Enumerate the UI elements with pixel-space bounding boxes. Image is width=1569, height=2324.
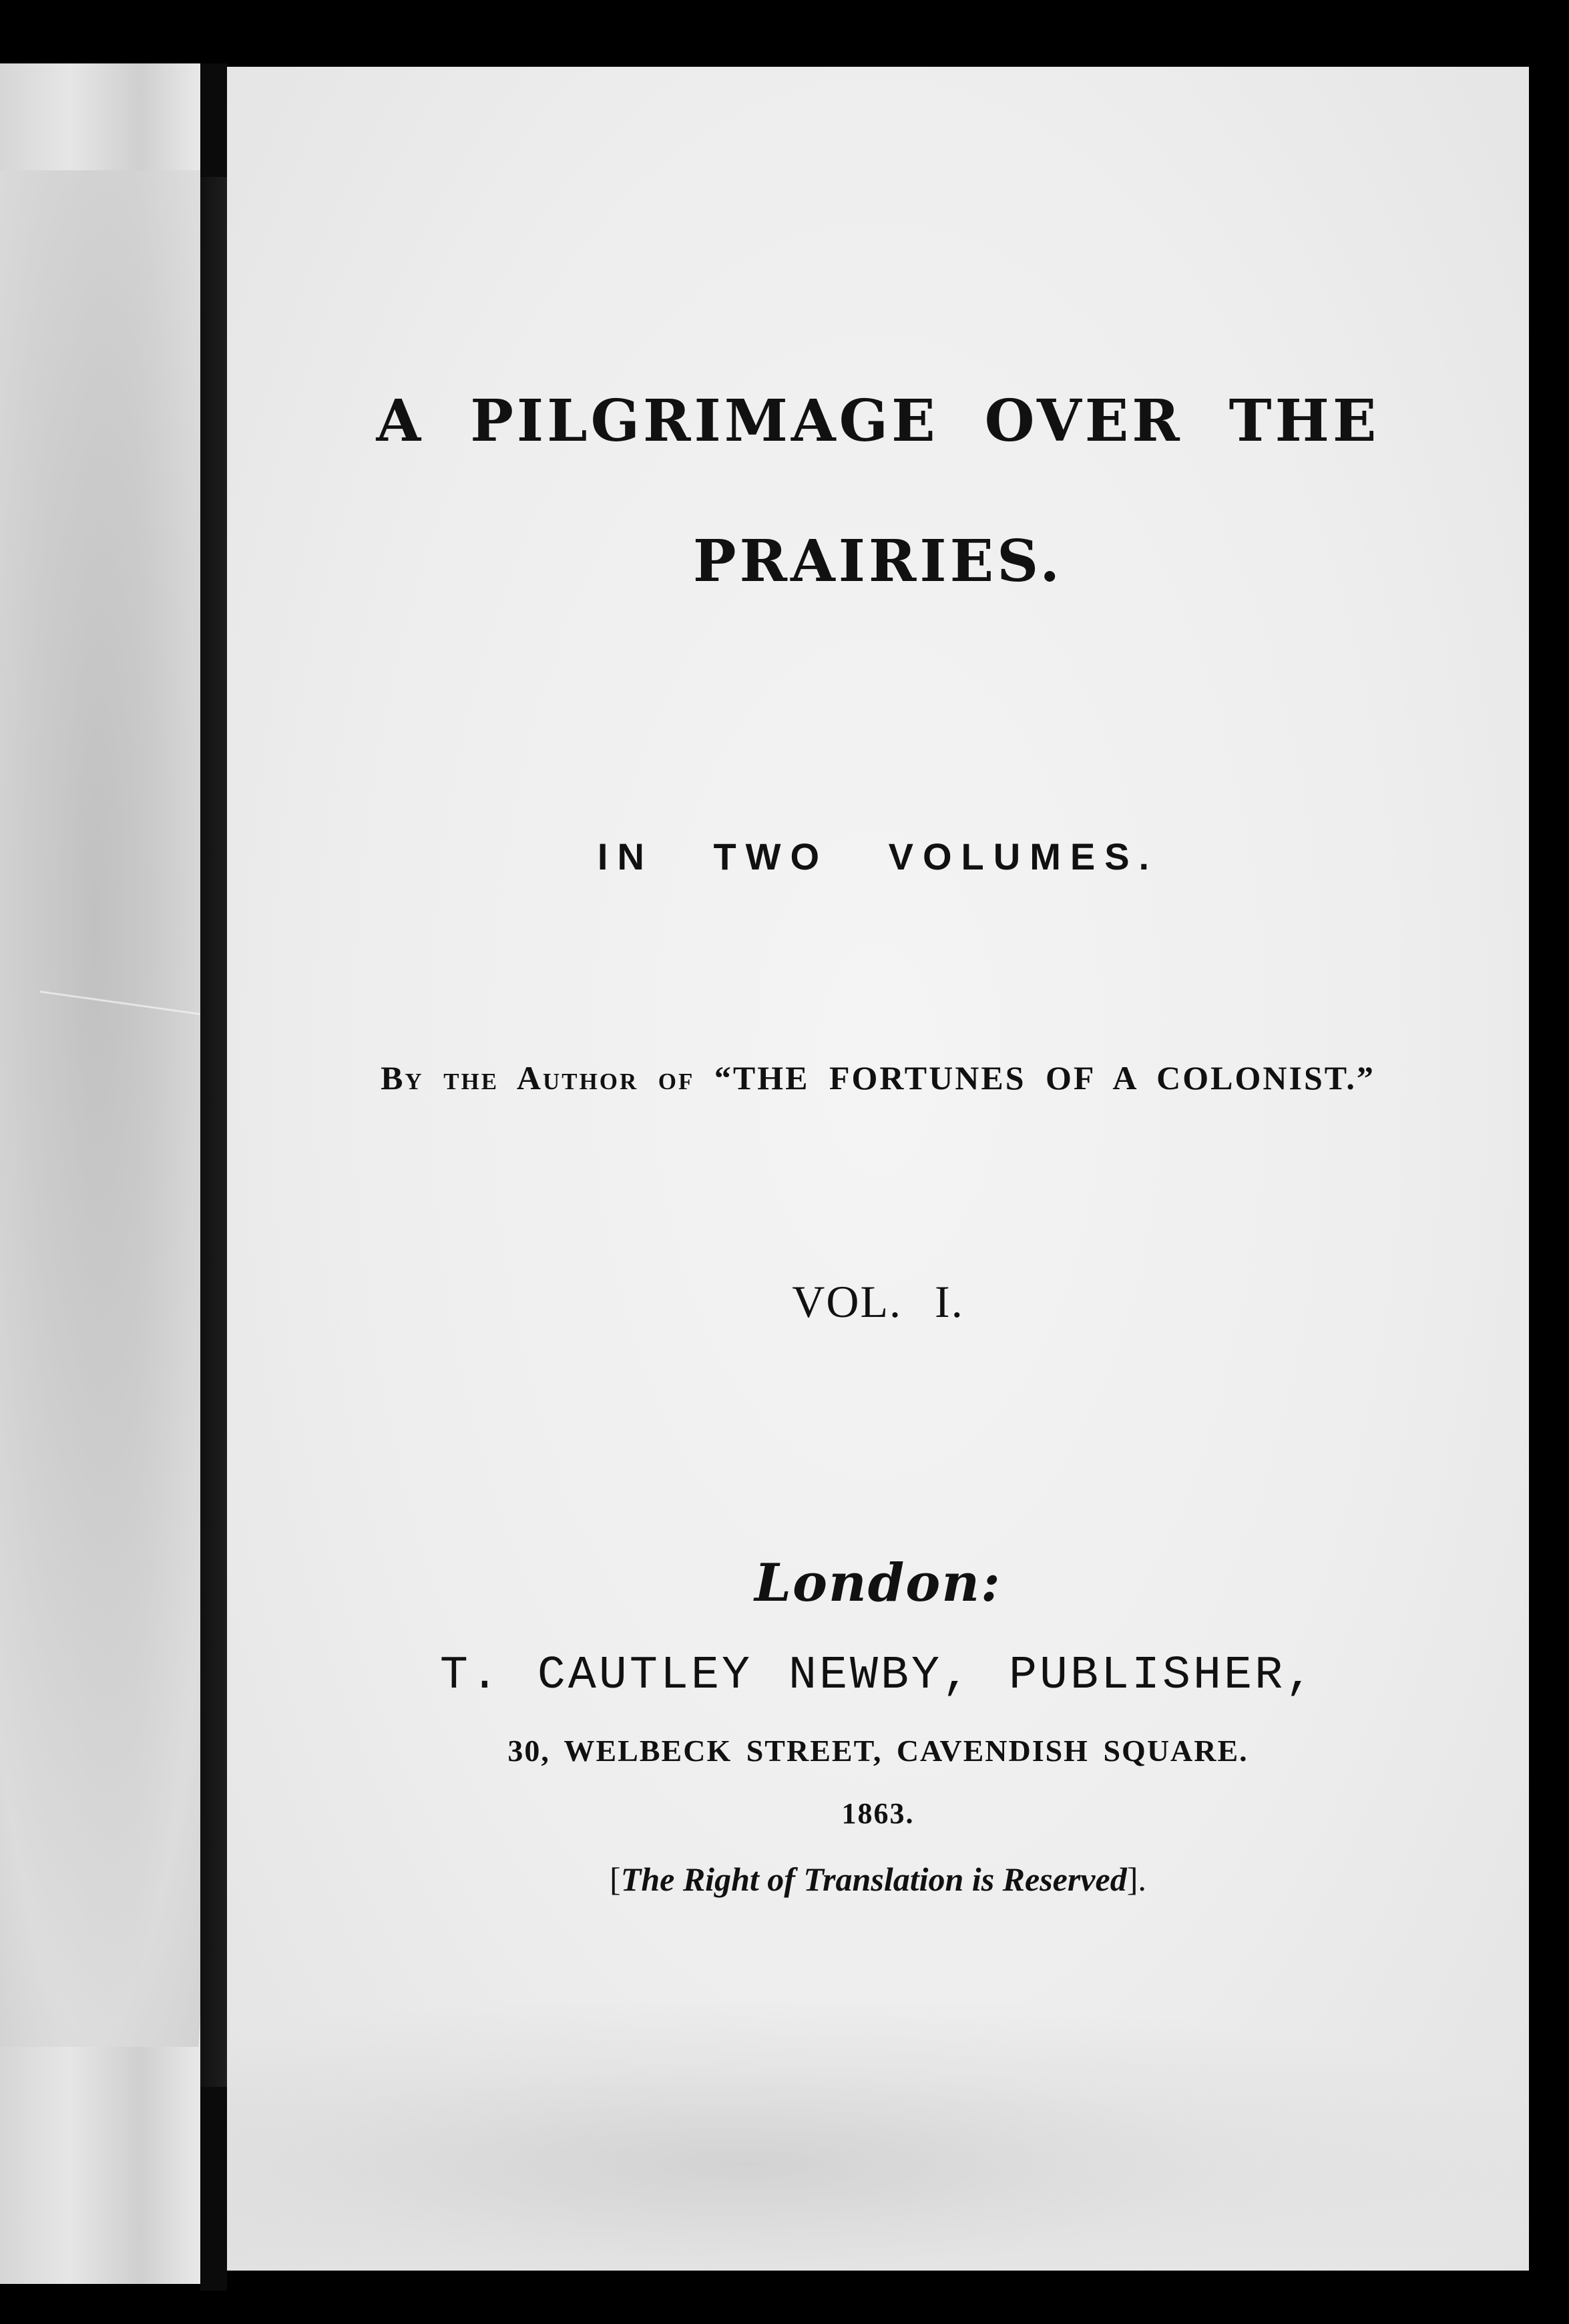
volumes-statement: IN TWO VOLUMES. [597,835,1159,878]
byline-work: “THE FORTUNES OF A COLONIST.” [714,1059,1375,1097]
book-title-line-1: A PILGRIMAGE OVER THE [376,387,1380,455]
imprint-year: 1863. [841,1797,915,1830]
rights-text: The Right of Translation is Reserved [620,1861,1127,1898]
imprint-city: London: [754,1553,1001,1613]
author-byline [227,1058,1529,1097]
foxing-stain [227,2003,1529,2271]
rights-notice [227,1860,1529,1899]
byline-prefix: By the Author of [381,1059,695,1097]
imprint-address: 30, WELBECK STREET, CAVENDISH SQUARE. [507,1734,1249,1768]
rights-close-bracket: ]. [1126,1861,1146,1898]
rights-open-bracket: [ [610,1861,621,1898]
title-page [227,67,1529,2271]
imprint-publisher: T. CAUTLEY NEWBY, PUBLISHER, [439,1650,1317,1702]
volume-number: VOL. I. [792,1276,964,1327]
book-title-line-2: PRAIRIES. [692,528,1064,595]
